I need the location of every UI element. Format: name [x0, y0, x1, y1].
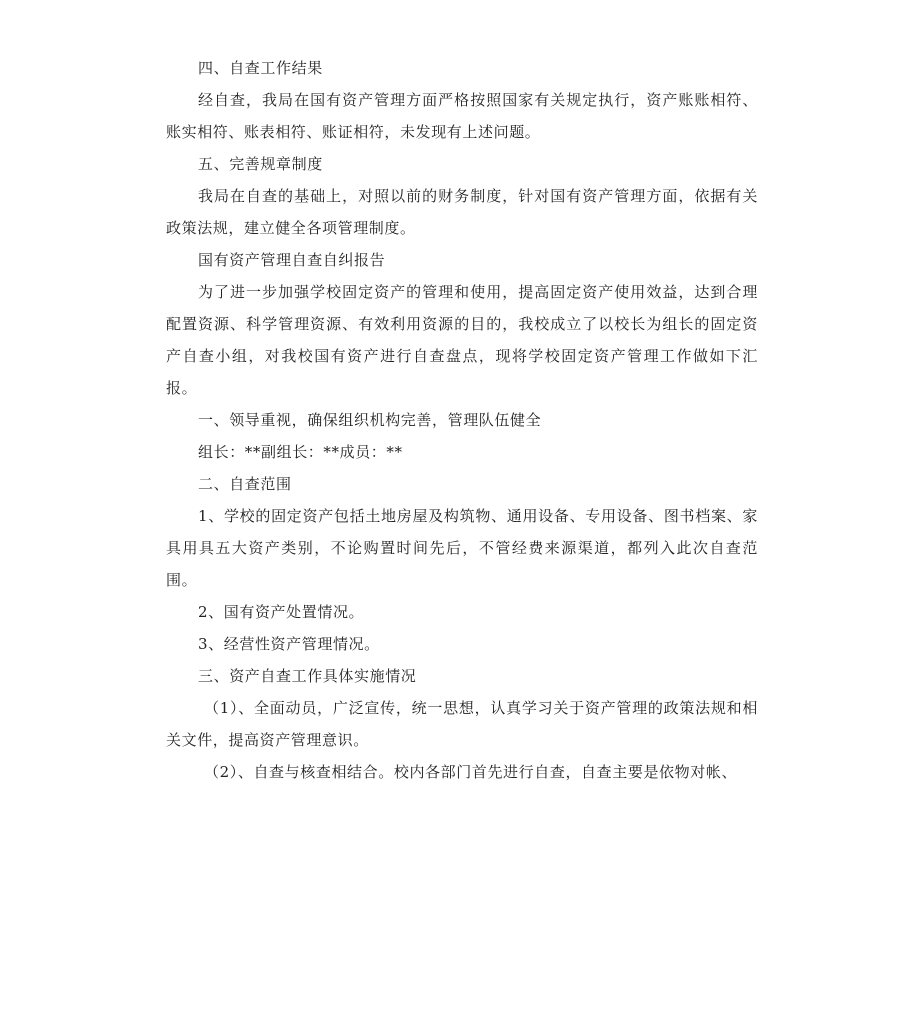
report-title: 国有资产管理自查自纠报告 [198, 251, 386, 269]
heading-improve-rules: 五、完善规章制度 [198, 155, 323, 173]
paragraph-introduction: 为了进一步加强学校固定资产的管理和使用，提高固定资产使用效益，达到合理配置资源、科学管理资源、有效利用资源的目的，我校成立了以校长为组长的固定资产自查小组，对我校国有资产进行自查盘点，现将学校固定资产管理工作做如下汇报。 [166, 283, 758, 397]
paragraph-scope-3: 3、经营性资产管理情况。 [198, 635, 380, 653]
paragraph-scope-2: 2、国有资产处置情况。 [198, 603, 365, 621]
document-page [166, 52, 758, 788]
heading-scope: 二、自查范围 [198, 475, 292, 493]
heading-leadership: 一、领导重视，确保组织机构完善，管理队伍健全 [198, 411, 542, 429]
heading-self-check-result: 四、自查工作结果 [198, 59, 323, 77]
paragraph-implementation-2: （2）、自查与核查相结合。校内各部门首先进行自查，自查主要是依物对帐、 [204, 763, 738, 781]
heading-implementation: 三、资产自查工作具体实施情况 [198, 667, 417, 685]
paragraph-team-members: 组长：**副组长：**成员：** [198, 443, 403, 461]
paragraph-self-check-result: 经自查，我局在国有资产管理方面严格按照国家有关规定执行，资产账账相符、账实相符、账表相符、账证相符，未发现有上述问题。 [166, 91, 758, 141]
paragraph-scope-1: 1、学校的固定资产包括土地房屋及构筑物、通用设备、专用设备、图书档案、家具用具五大资产类别，不论购置时间先后，不管经费来源渠道，都列入此次自查范围。 [166, 507, 758, 589]
paragraph-improve-rules: 我局在自查的基础上，对照以前的财务制度，针对国有资产管理方面，依据有关政策法规，建立健全各项管理制度。 [166, 187, 758, 237]
paragraph-implementation-1: （1）、全面动员，广泛宣传，统一思想，认真学习关于资产管理的政策法规和相关文件，提高资产管理意识。 [166, 699, 758, 749]
